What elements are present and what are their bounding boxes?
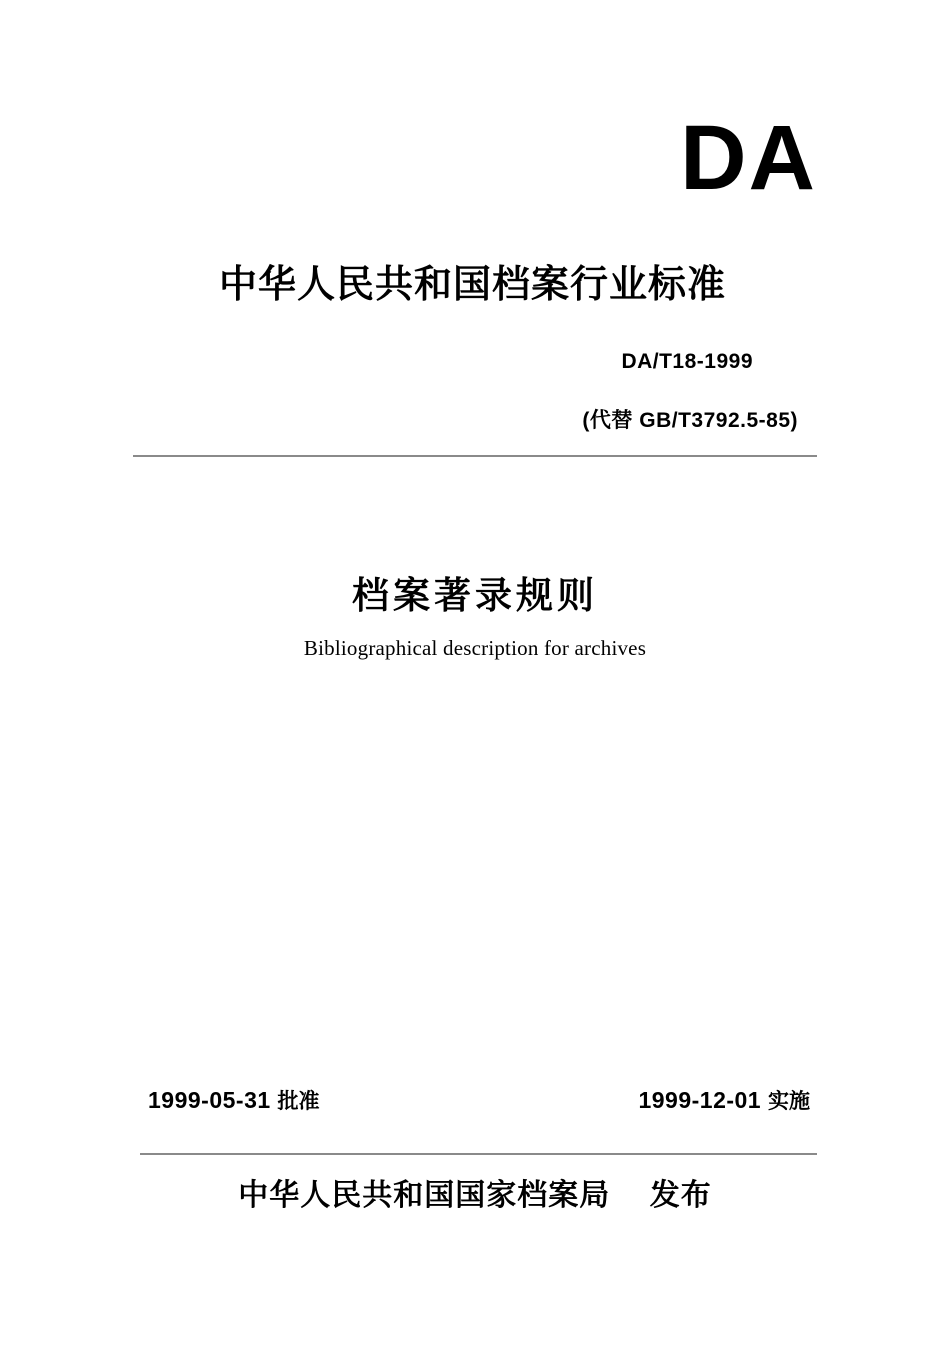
effective-date: 1999-12-01 [638,1087,762,1113]
effective-label: 实施 [768,1089,810,1113]
approval-label: 批准 [277,1089,320,1113]
standard-number: DA/T18-1999 [621,350,753,373]
approval-date: 1999-05-31 [148,1087,271,1113]
document-title-english: Bibliographical description for archives [303,636,647,660]
document-title-chinese: 档案著录规则 [352,573,598,617]
issuer-name: 中华人民共和国国家档案局 [238,1178,611,1213]
divider-bottom [140,1153,817,1155]
effective-date-block [638,1085,810,1115]
approval-date-block [148,1085,320,1115]
issuer-block [0,1170,950,1214]
standard-replaces-note: (代替 GB/T3792.5-85) [582,409,798,432]
da-logo: DA [680,107,817,209]
publish-label: 发布 [649,1178,712,1213]
standard-series-title: 中华人民共和国档案行业标准 [218,262,726,306]
divider-top [133,455,817,457]
